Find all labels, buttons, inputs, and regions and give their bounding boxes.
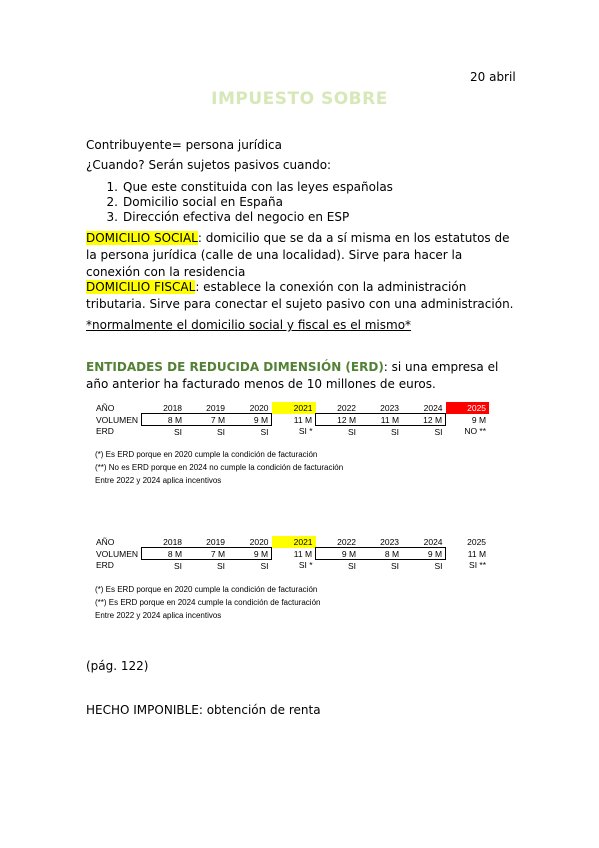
year-cell: 2018 — [163, 402, 183, 413]
table-2-notes — [95, 583, 320, 622]
year-cell: 2020 — [249, 536, 269, 547]
domicilio-social-paragraph: DOMICILIO SOCIAL: domicilio que se da a sí misma en los estatutos de la persona jurídica (calle de una localidad). Sirve para hacer la conexión con la residencia — [86, 231, 510, 279]
year-cell: 2024 — [423, 536, 443, 547]
volumen-cell: 9 M — [402, 548, 446, 560]
erd-cell: SI * — [298, 426, 313, 437]
note-line: Entre 2022 y 2024 aplica incentivos — [95, 611, 222, 620]
erd-cell: NO ** — [464, 426, 487, 437]
list-item: 3. Dirección efectiva del negocio en ESP — [106, 210, 350, 224]
note-line: (**) Es ERD porque en 2024 cumple la condición de facturación — [95, 598, 321, 607]
year-cell: 2023 — [380, 536, 400, 547]
volumen-cell: 9 M — [228, 548, 272, 560]
volumen-cell: 7 M — [185, 548, 228, 560]
erd-cell: SI — [174, 426, 183, 437]
condition-list — [100, 180, 393, 225]
volumen-cell: 8 M — [142, 548, 186, 560]
erd-cell: SI * — [298, 560, 313, 571]
row-label: AÑO — [96, 402, 115, 413]
year-cell: 2020 — [249, 402, 269, 413]
row-label: VOLUMEN — [96, 548, 139, 559]
erd-cell: SI — [434, 426, 443, 437]
year-cell: 2018 — [163, 536, 183, 547]
volumen-cell: 7 M — [185, 414, 228, 426]
erd-cell: SI ** — [469, 560, 487, 571]
volumen-cell: 11 M — [359, 414, 402, 426]
note-line: Entre 2022 y 2024 aplica incentivos — [95, 476, 222, 485]
page-title: IMPUESTO SOBRE — [211, 89, 388, 109]
note-line: (*) Es ERD porque en 2020 cumple la condición de facturación — [95, 450, 318, 459]
volumen-cell: 11 M — [293, 548, 313, 559]
volumen-cell: 12 M — [402, 414, 446, 426]
erd-cell: SI — [391, 426, 400, 437]
year-cell-highlighted: 2021 — [272, 536, 316, 548]
erd-paragraph: ENTIDADES DE REDUCIDA DIMENSIÓN (ERD): si una empresa el año anterior ha facturado menos de 10 millones de euros. — [86, 360, 499, 391]
date-label: 20 abril — [470, 70, 516, 84]
erd-cell: SI — [260, 426, 269, 437]
erd-cell: SI — [391, 560, 400, 571]
domicilio-note: *normalmente el domicilio social y fiscal es el mismo* — [86, 318, 412, 332]
volumen-cell: 8 M — [142, 414, 186, 426]
erd-table-1 — [93, 402, 489, 437]
table-1-notes — [95, 448, 343, 487]
erd-cell: SI — [348, 560, 357, 571]
erd-cell: SI — [434, 560, 443, 571]
erd-table-2 — [93, 536, 489, 571]
erd-cell: SI — [217, 426, 226, 437]
year-cell: 2019 — [206, 536, 226, 547]
year-cell: 2023 — [380, 402, 400, 413]
year-cell-red: 2025 — [446, 402, 490, 414]
volumen-cell: 12 M — [316, 414, 360, 426]
hecho-imponible-line: HECHO IMPONIBLE: obtención de renta — [86, 703, 321, 717]
row-label: AÑO — [96, 536, 115, 547]
row-label: ERD — [96, 560, 114, 571]
year-cell: 2022 — [337, 402, 357, 413]
erd-cell: SI — [217, 560, 226, 571]
erd-cell: SI — [348, 426, 357, 437]
year-cell: 2024 — [423, 402, 443, 413]
volumen-cell: 9 M — [316, 548, 360, 560]
year-cell-highlighted: 2021 — [272, 402, 316, 414]
note-line: (**) No es ERD porque en 2024 no cumple la condición de facturación — [95, 463, 344, 472]
contribuyente-line: Contribuyente= persona jurídica — [86, 138, 282, 152]
volumen-cell: 9 M — [471, 414, 487, 425]
erd-cell: SI — [174, 560, 183, 571]
erd-term: ENTIDADES DE REDUCIDA DIMENSIÓN (ERD) — [86, 360, 384, 374]
domicilio-fiscal-paragraph: DOMICILIO FISCAL: establece la conexión con la administración tributaria. Sirve para conectar el sujeto pasivo con una administración. — [86, 280, 514, 311]
cuando-line: ¿Cuando? Serán sujetos pasivos cuando: — [86, 158, 332, 172]
year-cell: 2022 — [337, 536, 357, 547]
domicilio-social-term: DOMICILIO SOCIAL — [86, 231, 198, 245]
volumen-cell: 9 M — [228, 414, 272, 426]
erd-cell: SI — [260, 560, 269, 571]
domicilio-fiscal-term: DOMICILIO FISCAL — [86, 280, 196, 294]
volumen-cell: 11 M — [467, 548, 487, 559]
row-label: ERD — [96, 426, 114, 437]
row-label: VOLUMEN — [96, 414, 139, 425]
list-item: 2. Domicilio social en España — [106, 195, 283, 209]
year-cell: 2025 — [467, 536, 487, 547]
volumen-cell: 8 M — [359, 548, 402, 560]
volumen-cell: 11 M — [293, 414, 313, 425]
note-line: (*) Es ERD porque en 2020 cumple la condición de facturación — [95, 585, 318, 594]
year-cell: 2019 — [206, 402, 226, 413]
page-reference: (pág. 122) — [86, 659, 149, 673]
list-item: 1. Que este constituida con las leyes españolas — [106, 180, 393, 194]
